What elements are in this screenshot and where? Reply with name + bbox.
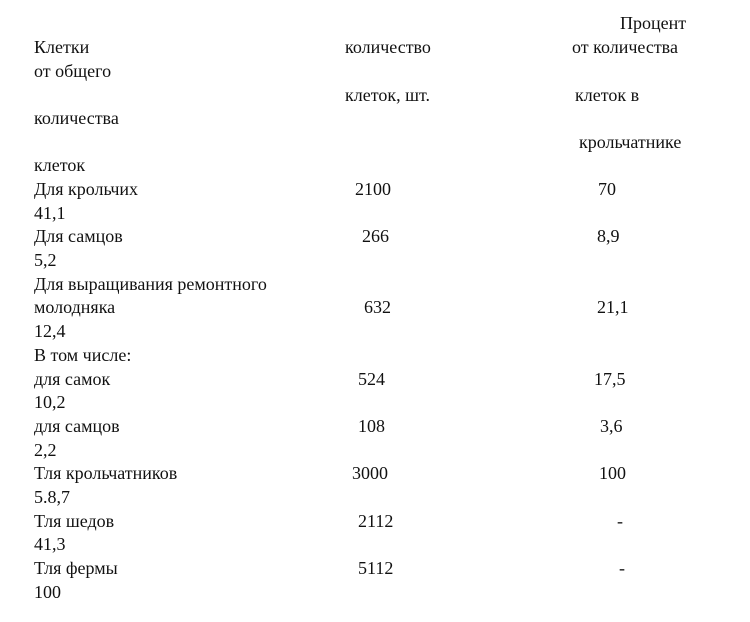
row-label-line1: Для выращивания ремонтного — [34, 274, 267, 294]
header-count-line2: клеток, шт. — [345, 85, 430, 105]
header-percent-line1: Процент — [620, 13, 687, 33]
row-count: 2100 — [355, 179, 391, 199]
row-label-line2: молодняка — [34, 297, 116, 317]
header-share-line2: от общего — [34, 61, 112, 81]
row-label: Тля фермы — [34, 558, 118, 578]
row-percent: 8,9 — [597, 226, 620, 246]
row-share: 5.8,7 — [34, 487, 70, 507]
row-share: 5,2 — [34, 250, 57, 270]
row-count: 2112 — [358, 511, 394, 531]
row-label: для самцов — [34, 416, 120, 436]
header-percent-line4: крольчатнике — [579, 132, 682, 152]
row-percent: - — [619, 558, 625, 578]
header-percent-line3: клеток в — [575, 85, 640, 105]
row-count: 5112 — [358, 558, 394, 578]
row-percent: 100 — [599, 463, 626, 483]
row-percent: 3,6 — [600, 416, 623, 436]
header-share-line1: Клетки — [34, 37, 90, 57]
header-count-line1: количество — [345, 37, 431, 57]
row-percent: - — [617, 511, 623, 531]
row-share: 100 — [34, 582, 61, 602]
row-share: 41,1 — [34, 203, 66, 223]
row-share: 2,2 — [34, 440, 57, 460]
row-share: 41,3 — [34, 534, 66, 554]
row-count: 3000 — [352, 463, 388, 483]
header-share-line3: количества — [34, 108, 119, 128]
header-share-line4: клеток — [34, 155, 86, 175]
row-count: 632 — [364, 297, 391, 317]
row-label: для самок — [34, 369, 111, 389]
row-count: 108 — [358, 416, 385, 436]
row-percent: 21,1 — [597, 297, 629, 317]
row-label: Для самцов — [34, 226, 123, 246]
row-label: Тля крольчатников — [34, 463, 178, 483]
row-subheading: В том числе: — [34, 345, 132, 365]
row-count: 524 — [358, 369, 385, 389]
row-share: 10,2 — [34, 392, 66, 412]
row-label: Для крольчих — [34, 179, 139, 199]
row-count: 266 — [362, 226, 389, 246]
row-percent: 70 — [598, 179, 616, 199]
row-share: 12,4 — [34, 321, 66, 341]
row-label: Тля шедов — [34, 511, 115, 531]
row-percent: 17,5 — [594, 369, 626, 389]
header-percent-line2: от количества — [572, 37, 678, 57]
